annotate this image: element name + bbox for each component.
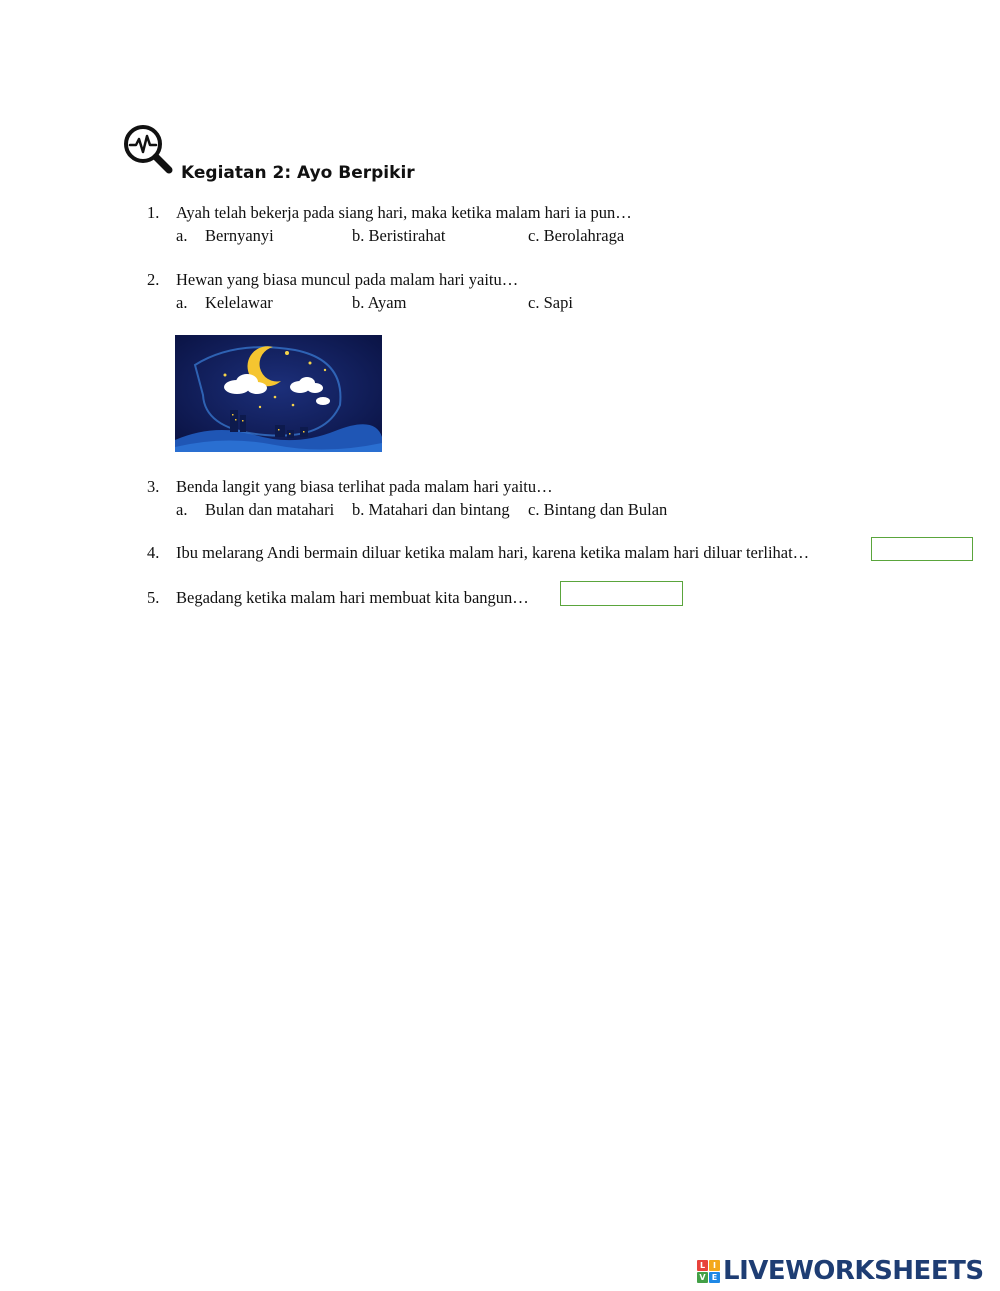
question-number: 1. bbox=[147, 203, 160, 222]
option-b: b. Ayam bbox=[352, 293, 407, 312]
option-a: Bernyanyi bbox=[205, 226, 274, 245]
option-c: c. Bintang dan Bulan bbox=[528, 500, 668, 519]
option-a: Kelelawar bbox=[205, 293, 273, 312]
question-number: 3. bbox=[147, 477, 160, 496]
option-c: c. Sapi bbox=[528, 293, 573, 312]
option-b: b. Matahari dan bintang bbox=[352, 500, 510, 519]
option-a: Bulan dan matahari bbox=[205, 500, 335, 519]
question-text: Benda langit yang biasa terlihat pada malam hari yaitu… bbox=[176, 477, 553, 496]
question-text: Begadang ketika malam hari membuat kita bangun… bbox=[176, 588, 529, 607]
logo-tile-v: V bbox=[697, 1272, 708, 1283]
logo-tile-e: E bbox=[709, 1272, 720, 1283]
logo-text: LIVEWORKSHEETS bbox=[723, 1256, 984, 1286]
question-text: Ayah telah bekerja pada siang hari, maka ketika malam hari ia pun… bbox=[176, 203, 632, 222]
option-letter: a. bbox=[176, 226, 188, 245]
option-letter: a. bbox=[176, 293, 188, 312]
page-title: Kegiatan 2: Ayo Berpikir bbox=[181, 163, 415, 183]
question-text: Hewan yang biasa muncul pada malam hari yaitu… bbox=[176, 270, 519, 289]
question-number: 2. bbox=[147, 270, 160, 289]
option-letter: a. bbox=[176, 500, 188, 519]
answer-input-4[interactable] bbox=[871, 537, 973, 561]
question-number: 4. bbox=[147, 543, 160, 562]
answer-input-5[interactable] bbox=[560, 581, 683, 606]
night-sky-moon-clouds-image bbox=[175, 335, 382, 452]
question-number: 5. bbox=[147, 588, 160, 607]
option-b: b. Beristirahat bbox=[352, 226, 446, 245]
logo-tiles bbox=[697, 1260, 720, 1283]
option-c: c. Berolahraga bbox=[528, 226, 625, 245]
question-text: Ibu melarang Andi bermain diluar ketika malam hari, karena ketika malam hari diluar terlihat… bbox=[176, 543, 810, 562]
logo-tile-i: I bbox=[709, 1260, 720, 1271]
liveworksheets-logo[interactable] bbox=[697, 1256, 984, 1286]
logo-tile-l: L bbox=[697, 1260, 708, 1271]
magnifier-heartbeat-icon bbox=[121, 122, 177, 178]
